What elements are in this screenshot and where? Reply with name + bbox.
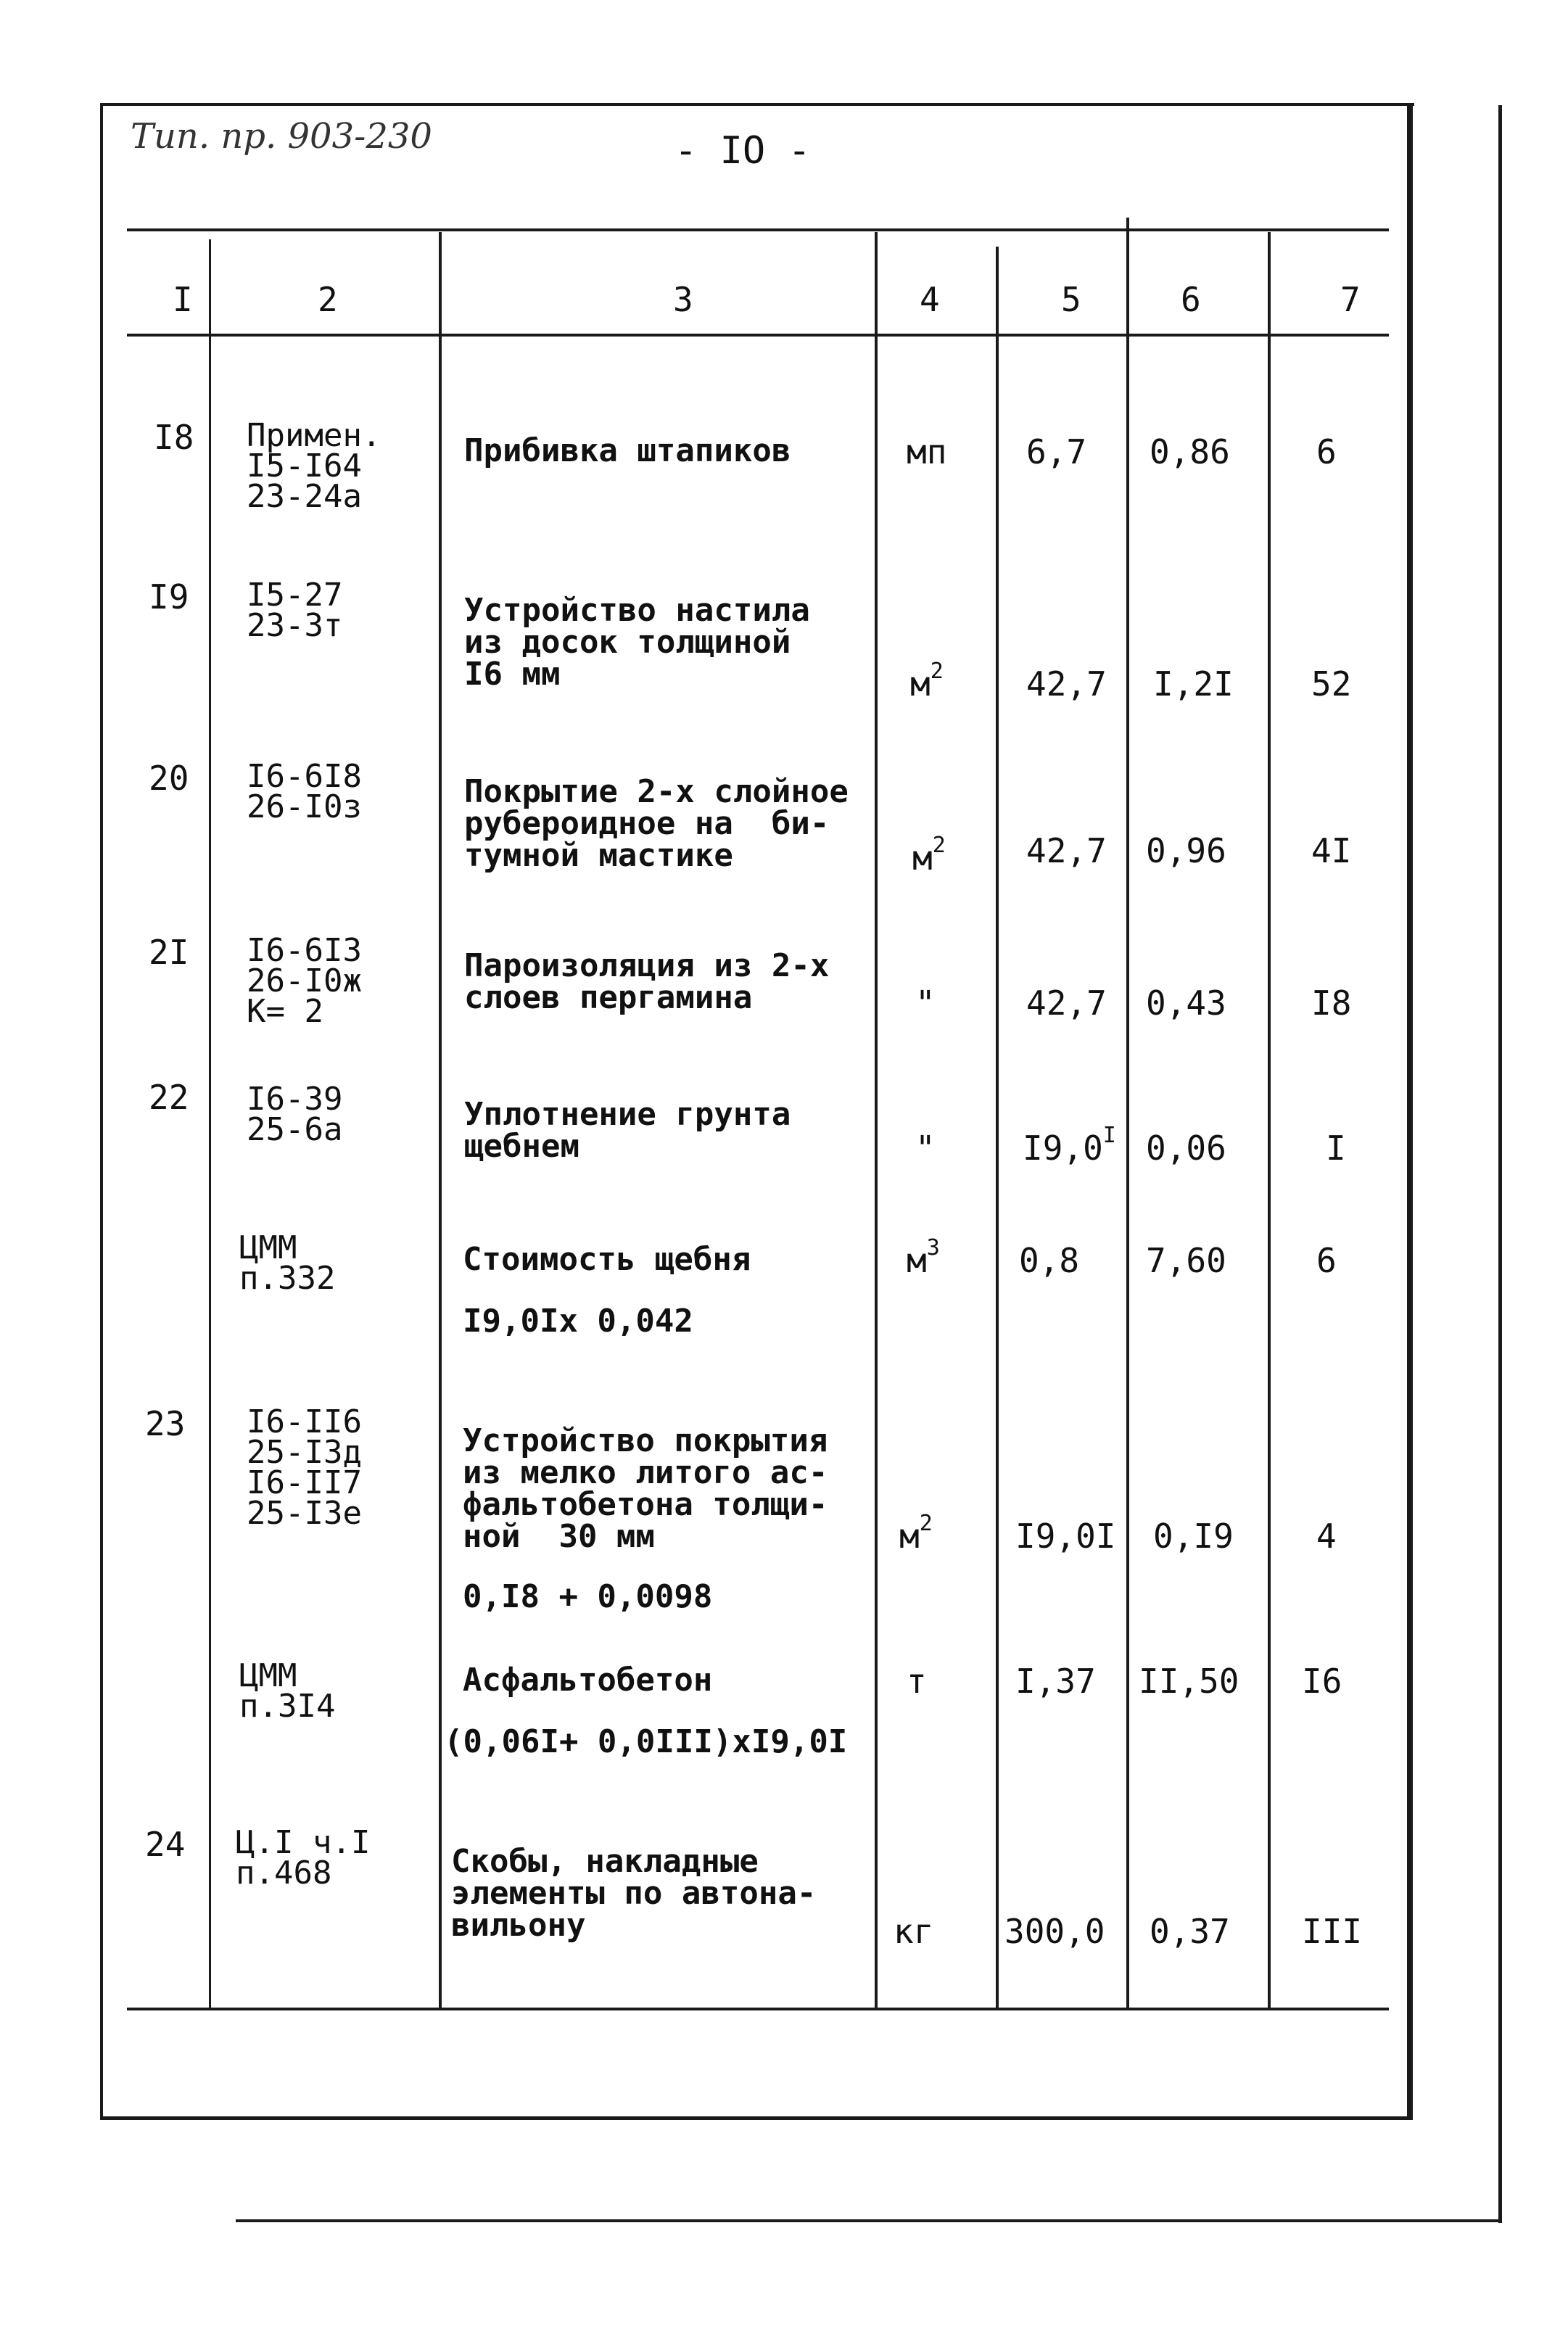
unit: т — [907, 1662, 927, 1701]
header-col-1: I — [173, 280, 193, 319]
frame-bottom — [100, 2116, 1413, 2120]
cost: 52 — [1311, 664, 1352, 704]
unit-price: 0,43 — [1146, 983, 1226, 1023]
quantity: 42,7 — [1026, 664, 1107, 704]
work-description: Покрытие 2-х слойное рубероидное на би- тумной мастике — [464, 773, 849, 874]
unit-price: II,50 — [1139, 1662, 1239, 1701]
unit — [912, 832, 946, 878]
row-number: 20 — [149, 759, 189, 798]
row-number: 2I — [149, 933, 189, 972]
frame-right — [1407, 103, 1413, 2119]
page-number: - IO - — [674, 129, 811, 173]
unit: " — [915, 1129, 936, 1168]
unit-base: м — [912, 838, 933, 878]
norm-code: I6-6I8 26-I0з — [247, 758, 362, 825]
unit: " — [915, 983, 936, 1023]
cost: I6 — [1302, 1662, 1342, 1701]
work-description: Уплотнение грунта щебнем — [464, 1096, 791, 1165]
work-description: Пароизоляция из 2-х слоев пергамина — [464, 947, 830, 1016]
row-number: 23 — [145, 1404, 186, 1443]
unit-exponent: 2 — [930, 658, 944, 684]
unit-price: 0,86 — [1150, 432, 1230, 471]
col-sep-2 — [439, 232, 442, 2009]
unit-exponent: 2 — [919, 1510, 933, 1536]
header-col-6: 6 — [1181, 280, 1201, 319]
header-col-7: 7 — [1340, 280, 1361, 319]
outer-bottom-edge — [236, 2219, 1501, 2222]
calculation-note: (0,06I+ 0,0III)хI9,0I — [444, 1723, 848, 1760]
frame-top — [102, 103, 1414, 106]
cost: 4 — [1316, 1517, 1337, 1556]
norm-code: I5-27 23-3т — [247, 577, 343, 644]
outer-right-edge — [1498, 105, 1502, 2223]
norm-code: I6-6I3 26-I0ж К= 2 — [247, 932, 362, 1030]
row-number: I8 — [154, 418, 194, 457]
quantity: 300,0 — [1004, 1912, 1105, 1951]
quantity: 42,7 — [1026, 831, 1107, 870]
col-sep-3 — [875, 232, 878, 2009]
col-sep-5 — [1126, 218, 1129, 2009]
norm-code: I6-39 25-6а — [247, 1081, 343, 1148]
work-description: Прибивка штапиков — [464, 432, 791, 469]
quantity: I9,0I — [1015, 1517, 1116, 1556]
norm-code: Примен. I5-I64 23-24а — [247, 417, 381, 515]
unit-price: 0,06 — [1146, 1129, 1226, 1168]
unit: кг — [894, 1912, 934, 1951]
quantity-superscript: I — [1102, 1122, 1116, 1148]
header-col-2: 2 — [318, 280, 338, 319]
quantity: 0,8 — [1019, 1241, 1080, 1280]
header-col-4: 4 — [920, 280, 940, 319]
calculation-note: I9,0Iх 0,042 — [463, 1303, 693, 1340]
stamp-text: Тип. пр. 903-230 — [131, 116, 432, 157]
norm-code: I6-II6 25-I3д I6-II7 25-I3е — [247, 1403, 362, 1532]
norm-code: Ц.I ч.I п.468 — [236, 1824, 371, 1892]
cost: III — [1302, 1912, 1363, 1951]
calculation-note: 0,I8 + 0,0098 — [463, 1578, 713, 1615]
unit: мп — [907, 432, 947, 471]
quantity: 6,7 — [1026, 432, 1087, 471]
cost: I — [1326, 1129, 1346, 1168]
frame-left — [100, 103, 103, 2119]
col-sep-4 — [996, 247, 999, 2009]
unit-base: м — [910, 664, 931, 704]
cost: I8 — [1311, 983, 1352, 1023]
unit-base: м — [907, 1241, 927, 1280]
unit-price: I,2I — [1153, 664, 1234, 704]
unit-price: 0,96 — [1146, 831, 1226, 870]
cost: 6 — [1316, 1241, 1337, 1280]
table-bottom-rule — [127, 2008, 1389, 2010]
unit-exponent: 2 — [932, 832, 946, 858]
unit — [907, 1234, 940, 1280]
unit-price: 7,60 — [1146, 1241, 1226, 1280]
header-bottom-rule — [127, 334, 1389, 337]
unit — [910, 658, 944, 704]
work-description: Устройство настила из досок толщиной I6 мм — [464, 592, 810, 693]
header-col-5: 5 — [1061, 280, 1081, 319]
work-description: Стоимость щебня — [463, 1241, 751, 1278]
norm-code: ЦММ п.3I4 — [239, 1657, 336, 1725]
work-description: Асфальтобетон — [463, 1662, 713, 1699]
work-description: Устройство покрытия из мелко литого ас- фальтобетона толщи- ной 30 мм — [463, 1422, 828, 1555]
unit-price: 0,I9 — [1153, 1517, 1234, 1556]
unit-price: 0,37 — [1150, 1912, 1230, 1951]
unit — [899, 1510, 933, 1556]
work-description: Скобы, накладные элементы по автона- вильону — [451, 1843, 817, 1944]
header-col-3: 3 — [673, 280, 693, 319]
quantity — [1023, 1122, 1116, 1168]
row-number: I9 — [149, 577, 189, 616]
table-top-rule — [127, 228, 1389, 231]
row-number: 22 — [149, 1078, 189, 1117]
col-sep-6 — [1268, 232, 1271, 2009]
cost: 6 — [1316, 432, 1337, 471]
cost: 4I — [1311, 831, 1352, 870]
quantity: 42,7 — [1026, 983, 1107, 1023]
row-number: 24 — [145, 1825, 186, 1864]
col-sep-1 — [209, 239, 211, 2009]
unit-base: м — [899, 1517, 920, 1556]
unit-exponent: 3 — [926, 1234, 940, 1261]
norm-code: ЦММ п.332 — [239, 1229, 336, 1297]
quantity: I,37 — [1015, 1662, 1096, 1701]
quantity-base: I9,0 — [1023, 1129, 1103, 1168]
